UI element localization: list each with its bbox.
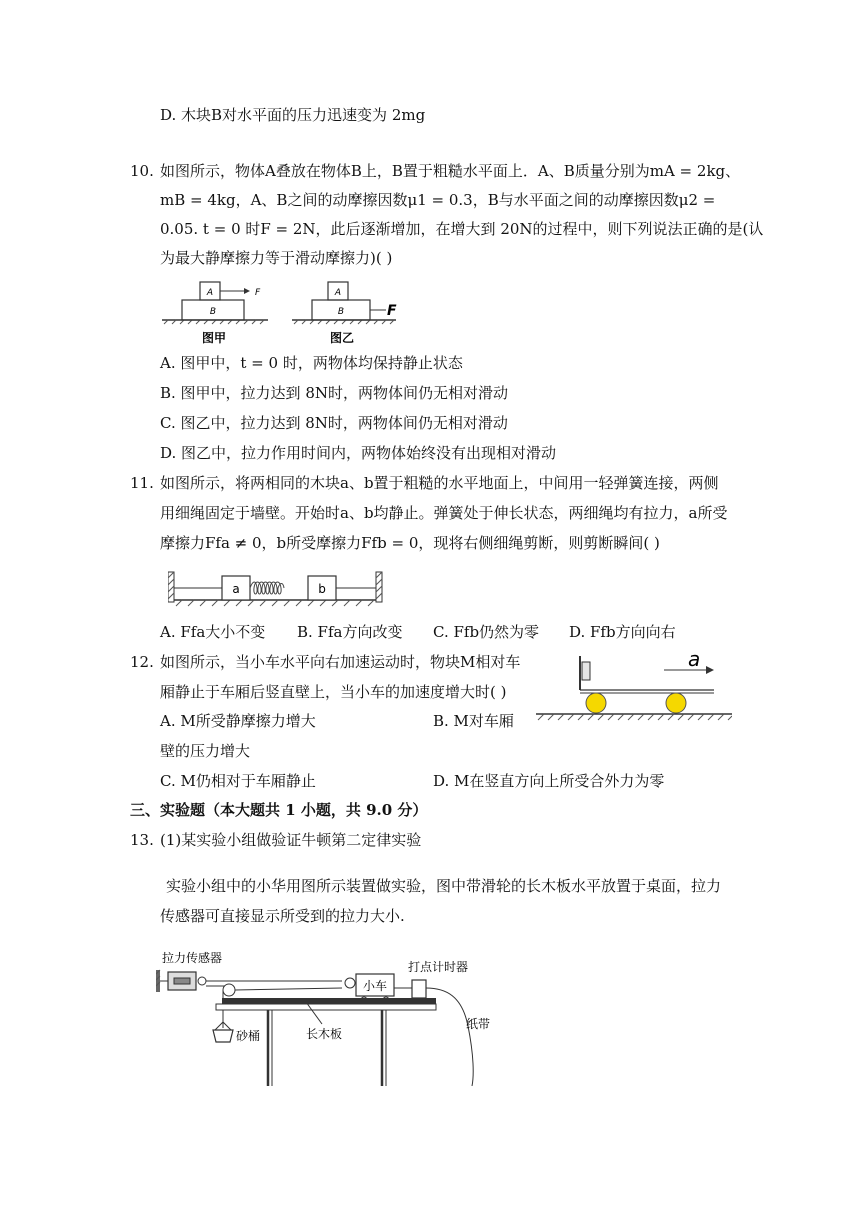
q13-paragraph-line1: 实验小组中的小华用图所示装置做实验，图中带滑轮的长木板水平放置于桌面，拉力: [166, 877, 722, 895]
q10-figure: [160, 278, 400, 348]
q13-line1: (1)某实验小组做验证牛顿第二定律实验: [160, 831, 422, 849]
q11-option-c: C. Ffb仍然为零: [433, 623, 540, 641]
q12-figure: [536, 652, 732, 726]
q11-figure: [168, 568, 392, 608]
q11-option-a: A. Ffa大小不变: [160, 623, 266, 641]
q13-paragraph-line2: 传感器可直接显示所受到的拉力大小.: [160, 907, 405, 925]
q12-option-b: B. M对车厢: [433, 712, 514, 730]
q10-option-b: B. 图甲中，拉力达到 8N时，两物体间仍无相对滑动: [160, 384, 508, 402]
q10-option-d: D. 图乙中，拉力作用时间内，两物体始终没有出现相对滑动: [160, 444, 557, 462]
q11-stem-line2: 用细绳固定于墙壁。开始时a、b均静止。弹簧处于伸长状态，两细绳均有拉力，a所受: [160, 504, 728, 522]
q13-fig-board-label: 长木板: [306, 1027, 343, 1041]
q13-apparatus-figure: [156, 946, 516, 1086]
q11-number: 11.: [130, 474, 154, 492]
q12-option-c: C. M仍相对于车厢静止: [160, 772, 316, 790]
q10-fig-a-block-b-label: B: [209, 307, 217, 317]
q9-option-d: D. 木块B对水平面的压力迅速变为 2mg: [160, 106, 426, 124]
q10-fig-a-force-label: F: [255, 288, 261, 298]
section-3-title: 三、实验题（本大题共 1 小题，共 9.0 分）: [130, 801, 428, 819]
q13-fig-cart-label: 小车: [362, 979, 388, 993]
q10-fig-a-caption: 图甲: [201, 331, 227, 345]
q10-fig-b-block-b-label: B: [337, 307, 345, 317]
q10-stem-line3: 0.05. t = 0 时F = 2N，此后逐渐增加，在增大到 20N的过程中，则下列说法正确的是(认: [160, 220, 764, 238]
q11-option-b: B. Ffa方向改变: [297, 623, 403, 641]
q10-number: 10.: [130, 162, 154, 180]
q12-option-b-continued: 壁的压力增大: [160, 742, 251, 760]
q10-option-a: A. 图甲中，t = 0 时，两物体均保持静止状态: [160, 354, 463, 372]
q13-fig-timer-label: 打点计时器: [408, 960, 469, 974]
q10-fig-b-block-a-label: A: [334, 288, 342, 298]
q10-stem-line2: mB = 4kg，A、B之间的动摩擦因数μ1 = 0.3，B与水平面之间的动摩擦因数μ2 =: [160, 191, 716, 209]
q10-fig-b-force-label: F: [387, 303, 397, 319]
q10-stem-line1: 如图所示，物体A叠放在物体B上，B置于粗糙水平面上．A、B质量分别为mA = 2kg、: [160, 162, 741, 180]
q12-option-a: A. M所受静摩擦力增大: [160, 712, 316, 730]
q11-stem-line3: 摩擦力Ffa ≠ 0，b所受摩擦力Ffb = 0，现将右侧细绳剪断，则剪断瞬间( ): [160, 534, 660, 552]
q10-option-c: C. 图乙中，拉力达到 8N时，两物体间仍无相对滑动: [160, 414, 508, 432]
q10-figure-b: [292, 282, 397, 345]
q11-fig-block-a-label: a: [232, 582, 240, 596]
q12-number: 12.: [130, 653, 154, 671]
q12-option-d: D. M在竖直方向上所受合外力为零: [433, 772, 665, 790]
q13-fig-bucket-label: 砂桶: [236, 1029, 261, 1043]
q13-fig-sensor-label: 拉力传感器: [162, 951, 223, 965]
q13-fig-tape-label: 纸带: [466, 1017, 491, 1031]
q10-figure-a: [162, 282, 268, 345]
q12-stem-line1: 如图所示，当小车水平向右加速运动时，物块M相对车: [160, 653, 521, 671]
q12-stem-line2: 厢静止于车厢后竖直壁上，当小车的加速度增大时( ): [160, 683, 507, 701]
q10-fig-b-caption: 图乙: [329, 331, 355, 345]
q13-number: 13.: [130, 831, 154, 849]
q10-fig-a-block-a-label: A: [206, 288, 214, 298]
q11-stem-line1: 如图所示，将两相同的木块a、b置于粗糙的水平地面上，中间用一轻弹簧连接，两侧: [160, 474, 719, 492]
q11-fig-block-b-label: b: [318, 582, 326, 596]
q11-option-d: D. Ffb方向向右: [569, 623, 676, 641]
q10-stem-line4: 为最大静摩擦力等于滑动摩擦力)( ): [160, 249, 393, 267]
q12-fig-accel-label: a: [688, 652, 701, 671]
